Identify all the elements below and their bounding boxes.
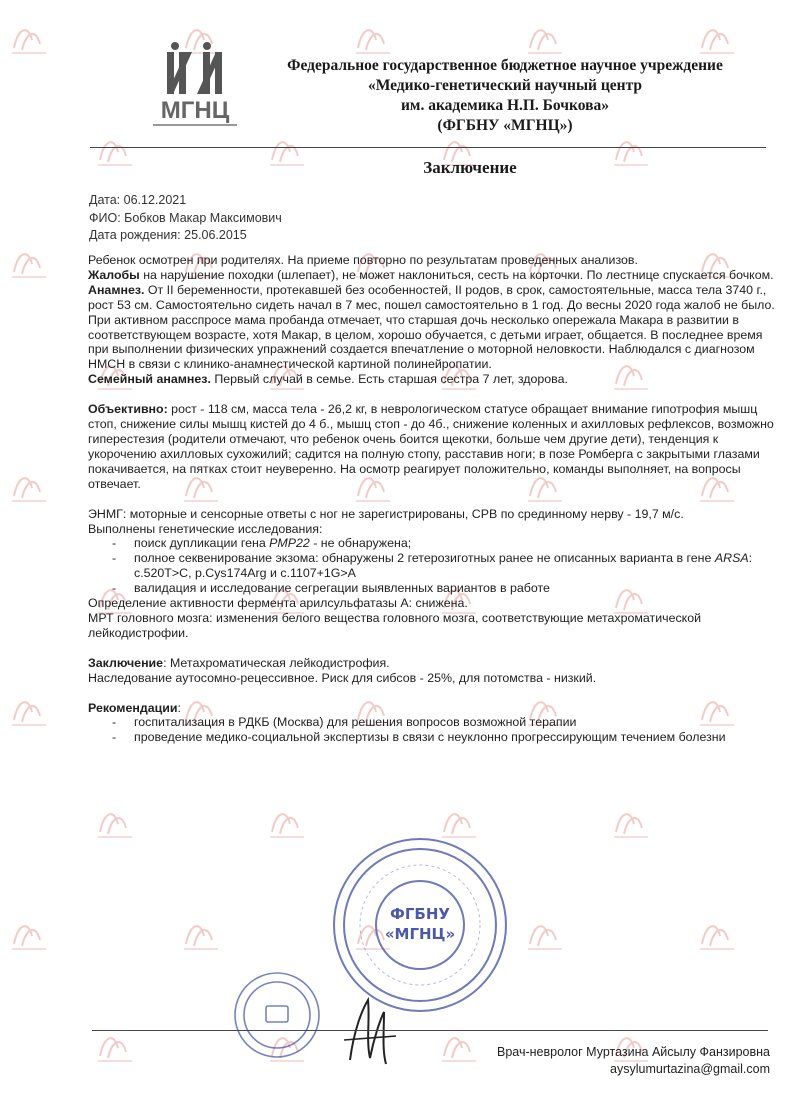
watermark-icon [8,242,52,282]
anamnesis-paragraph [88,283,778,372]
org-line-1: Федеральное государственное бюджетное научное учреждение [287,57,723,74]
watermark-icon [524,914,568,954]
org-line-3: им. академика Н.П. Бочкова» [400,97,609,114]
stamp-line-1: ФГБНУ [390,905,450,923]
family-label: Семейный анамнез. [88,372,211,387]
watermark-icon [524,18,568,58]
list-item: - проведение медико-социальной экспертизы в связи с неуклонно прогрессирующим течением болезни [88,730,778,745]
institution-stamp [330,835,510,1015]
birth-date: Дата рождения: 25.06.2015 [89,228,247,242]
watermark-icon [438,1026,482,1066]
footer-divider [92,1030,768,1031]
patient-name: ФИО: Бобков Макар Максимович [89,210,282,225]
enzyme-text: Определение активности фермента арилсульфатазы А: снижена. [88,596,468,611]
header-divider [90,147,766,148]
patient-info [89,192,282,245]
doctor-email: aysylumurtazina@gmail.com [610,1062,770,1076]
list-item: - полное секвенирование экзома: обнаружены 2 гетерозиготных ранее не описанных варианта в гене ARSA: c.520T>C, p.Cys174Arg и c.1107+1G>A [88,551,778,581]
watermark-icon [610,802,654,842]
watermark-icon [266,802,310,842]
watermark-icon [8,466,52,506]
objective-label: Объективно: [88,402,168,417]
document-title: Заключение [423,158,517,177]
intro-text: Ребенок осмотрен при родителях. На приеме повторно по результатам проведенных анализов. [88,253,638,267]
objective-text: рост - 118 см, масса тела - 26,2 кг, в неврологическом статусе обращает внимание гипотрофия мышц стоп, снижение силы мышц кистей до 4 б., мышц стоп - до 4б., снижение коленных и ахилловых рефлексов, возможно гиперестезия (родители отмечают, что ребенок очень боится щекотки, больше чем другие дети), тенденция к укорочению ахилловых сухожилий; садится на полную стопу, расставив ноги; в позе Ромберга с закрытыми глазами покачивается, на пятках стоит неуверенно. На осмотр реагирует положительно, команды выполняет, на вопросы отвечает. [88,402,774,491]
report-body [88,253,778,745]
watermark-icon [352,18,396,58]
recommendations-heading: Рекомендации: [88,700,181,715]
gene-name: PMP22 [269,536,310,551]
doctor-stamp [232,970,322,1060]
logo-text: МГНЦ [160,97,230,124]
exam-date: Дата: 06.12.2021 [89,193,187,207]
watermark-icon [696,18,740,58]
inheritance-text: Наследование аутосомно-рецессивное. Риск для сибсов - 25%, для потомства - низкий. [88,670,597,685]
complaints-paragraph [88,268,778,283]
family-paragraph [88,372,778,387]
mri-text: МРТ головного мозга: изменения белого вещества головного мозга, соответствующие метахроматической лейкодистрофии. [88,610,702,640]
mgnc-logo [145,40,245,135]
watermark-icon [8,914,52,954]
doctor-signature-block [497,1044,770,1078]
enmg-text: ЭНМГ: моторные и сенсорные ответы с ног не зарегистрированы, СРВ по срединному нерву - 19,7 м/с. [88,506,684,521]
genetic-tests-heading: Выполнены генетические исследования: [88,521,323,536]
org-line-2: «Медико-генетический научный центр [367,77,643,94]
objective-paragraph [88,402,778,491]
recommendations-list [88,715,778,745]
list-item: - госпитализация в РДКБ (Москва) для решения вопросов возможной терапии [88,715,778,730]
watermark-icon [696,914,740,954]
list-item: - поиск дупликации гена PMP22 - не обнаружена; [88,536,778,551]
anamnesis-label: Анамнез. [88,282,145,297]
complaints-text: на нарушение походки (шлепает), не может наклониться, сесть на корточки. По лестнице спускается бочком. [139,267,774,282]
conclusion-text: : Метахроматическая лейкодистрофия. [163,655,390,670]
anamnesis-text: От II беременности, протекавшей без особенностей, II родов, в срок, самостоятельные, масса тела 3740 г., рост 53 см. Самостоятельно сидеть начал в 7 мес, пошел самостоятельно в 1 год. До весны 2020 года жалоб не было. При активном расспросе мама пробанда отмечает, что старшая дочь несколько опережала Макара в развитии в соответствующем возрасте, хотя Макар, в целом, хорошо обучается, с детьми играет, общается. В последнее время при выполнении физических упражнений создается впечатление о моторной неловкости. Наблюдался с диагнозом НМСН в связи с клинико-анамнестической картиной полинейропатии. [88,282,775,372]
org-line-4: (ФГБНУ «МГНЦ») [437,117,573,134]
complaints-label: Жалобы [88,267,140,282]
watermark-icon [94,802,138,842]
watermark-icon [8,690,52,730]
family-text: Первый случай в семье. Есть старшая сестра 7 лет, здорова. [210,372,568,387]
list-item: - валидация и исследование сегрегации выявленных вариантов в работе [88,581,778,596]
doctor-name: Врач-невролог Муртазина Айсылу Фанзировна [496,1045,770,1059]
conclusion-paragraph [88,656,778,671]
gene-name: ARSA [714,551,749,566]
stamp-line-2: «МГНЦ» [384,925,456,943]
conclusion-label: Заключение [88,655,164,670]
watermark-icon [180,914,224,954]
recommendations-label: Рекомендации [88,700,178,715]
watermark-icon [8,18,52,58]
genetic-tests-list [88,536,778,596]
watermark-icon [94,1026,138,1066]
organization-header [255,56,755,136]
